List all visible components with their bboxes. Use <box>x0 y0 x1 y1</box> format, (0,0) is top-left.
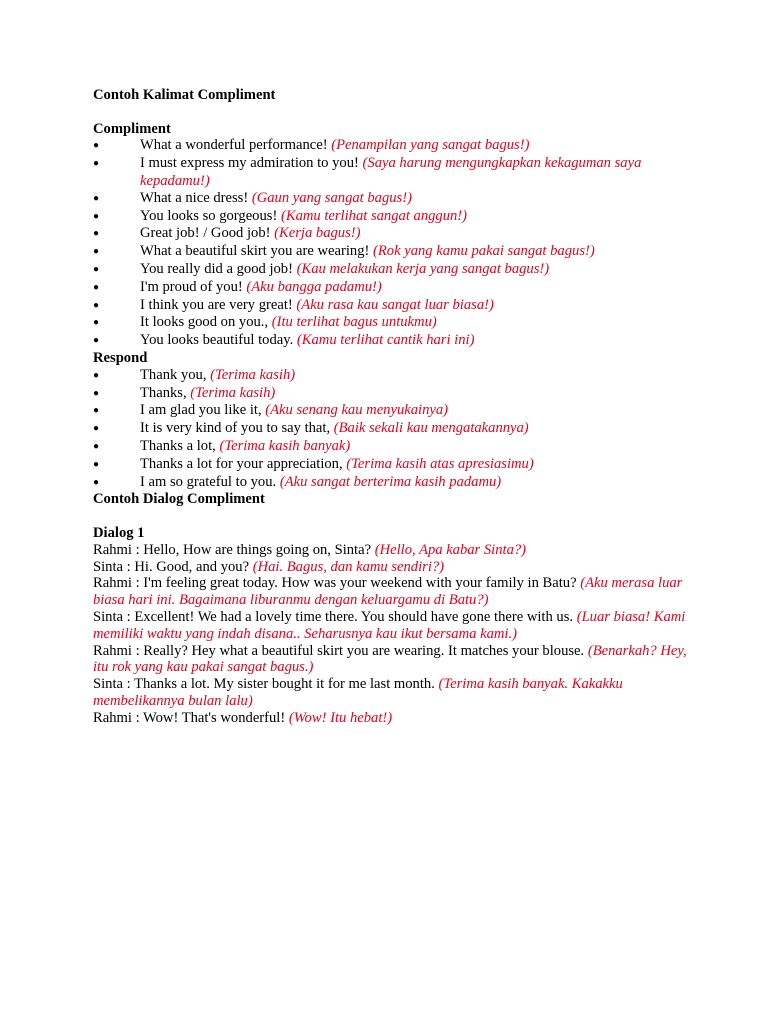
bullet-dot-icon: ● <box>93 210 100 222</box>
english-text: Thanks a lot, <box>140 437 220 454</box>
dialog-line <box>93 559 694 576</box>
bullet-dot-icon: ● <box>93 387 100 399</box>
english-text: Rahmi : Really? Hey what a beautiful skirt you are wearing. It matches your blouse. <box>93 642 588 659</box>
translation-text: (Aku bangga padamu!) <box>246 278 382 295</box>
english-text: I must express my admiration to you! <box>140 155 363 172</box>
list-item <box>93 456 694 474</box>
english-text: You looks beautiful today. <box>140 332 297 349</box>
english-text: You really did a good job! <box>140 260 297 277</box>
list-item <box>93 137 694 155</box>
list-item <box>93 208 694 226</box>
bullet-dot-icon: ● <box>93 335 100 347</box>
bullet-dot-icon: ● <box>93 423 100 435</box>
list-item <box>93 438 694 456</box>
translation-text: (Rok yang kamu pakai sangat bagus!) <box>373 243 595 260</box>
translation-text: (Terima kasih atas apresiasimu) <box>346 455 534 472</box>
compliment-list <box>93 137 694 350</box>
english-text: You looks so gorgeous! <box>140 207 281 224</box>
list-item <box>93 243 694 261</box>
english-text: I think you are very great! <box>140 296 297 313</box>
translation-text: (Kau melakukan kerja yang sangat bagus!) <box>296 260 550 277</box>
dialog-line <box>93 575 694 609</box>
list-item <box>93 474 694 492</box>
translation-text: (Terima kasih banyak. Kakakku membelikannya bulan lalu) <box>93 676 623 709</box>
english-text: Rahmi : Wow! That's wonderful! <box>93 709 289 726</box>
list-item <box>93 155 694 190</box>
english-text: I am so grateful to you. <box>140 473 280 490</box>
translation-text: (Kamu terlihat cantik hari ini) <box>296 332 475 349</box>
translation-text: (Hai. Bagus, dan kamu sendiri?) <box>252 558 445 575</box>
english-text: Sinta : Excellent! We had a lovely time there. You should have gone there with us. <box>93 608 577 625</box>
bullet-dot-icon: ● <box>93 299 100 311</box>
list-item <box>93 367 694 385</box>
english-text: Rahmi : I'm feeling great today. How was your weekend with your family in Batu? <box>93 575 581 592</box>
translation-text: (Aku merasa luar biasa hari ini. Bagaimana liburanmu dengan keluargamu di Batu?) <box>93 575 683 609</box>
dialog-title: Dialog 1 <box>93 524 145 541</box>
translation-text: (Kerja bagus!) <box>274 225 361 242</box>
translation-text: (Penampilan yang sangat bagus!) <box>331 137 530 154</box>
spacer <box>93 508 694 525</box>
translation-text: (Hello, Apa kabar Sinta?) <box>374 541 527 558</box>
list-item <box>93 261 694 279</box>
english-text: Thank you, <box>140 366 211 383</box>
english-text: Thanks a lot for your appreciation, <box>140 455 347 472</box>
english-text: Sinta : Thanks a lot. My sister bought it for me last month. <box>93 676 439 693</box>
english-text: What a beautiful skirt you are wearing! <box>140 243 374 260</box>
translation-text: (Aku senang kau menyukainya) <box>265 402 449 419</box>
bullet-dot-icon: ● <box>93 405 100 417</box>
translation-text: (Terima kasih banyak) <box>219 437 351 454</box>
translation-text: (Saya harung mengungkapkan kekaguman saya kepadamu!) <box>140 155 642 189</box>
list-item <box>93 279 694 297</box>
bullet-dot-icon: ● <box>93 317 100 329</box>
bullet-dot-icon: ● <box>93 263 100 275</box>
list-item <box>93 385 694 403</box>
english-text: Thanks, <box>140 384 191 401</box>
english-text: I am glad you like it, <box>140 402 266 419</box>
dialog-line <box>93 609 694 643</box>
respond-heading: Respond <box>93 349 148 366</box>
compliment-heading: Compliment <box>93 120 171 137</box>
bullet-dot-icon: ● <box>93 228 100 240</box>
list-item <box>93 332 694 350</box>
english-text: What a nice dress! <box>140 189 252 206</box>
translation-text: (Luar biasa! Kami memiliki waktu yang indah disana.. Seharusnya kau ikut bersama kami.) <box>93 608 686 642</box>
spacer <box>93 104 694 121</box>
translation-text: (Gaun yang sangat bagus!) <box>251 189 412 206</box>
dialog-section-heading: Contoh Dialog Compliment <box>93 491 265 508</box>
english-text: Sinta : Hi. Good, and you? <box>93 558 253 575</box>
translation-text: (Kamu terlihat sangat anggun!) <box>280 207 468 224</box>
translation-text: (Wow! Itu hebat!) <box>288 709 393 726</box>
bullet-dot-icon: ● <box>93 440 100 452</box>
english-text: It looks good on you., <box>140 314 272 331</box>
bullet-dot-icon: ● <box>93 246 100 258</box>
bullet-dot-icon: ● <box>93 158 100 170</box>
english-text: What a wonderful performance! <box>140 137 332 154</box>
list-item <box>93 420 694 438</box>
list-item <box>93 402 694 420</box>
translation-text: (Baik sekali kau mengatakannya) <box>333 420 529 437</box>
english-text: I'm proud of you! <box>140 278 247 295</box>
dialog-line <box>93 542 694 559</box>
translation-text: (Terima kasih) <box>190 384 276 401</box>
bullet-dot-icon: ● <box>93 458 100 470</box>
translation-text: (Aku rasa kau sangat luar biasa!) <box>296 296 494 313</box>
bullet-dot-icon: ● <box>93 476 100 488</box>
dialog-body <box>93 542 694 727</box>
dialog-line <box>93 710 694 727</box>
bullet-dot-icon: ● <box>93 192 100 204</box>
translation-text: (Benarkah? Hey, itu rok yang kau pakai sangat bagus.) <box>93 642 687 676</box>
bullet-dot-icon: ● <box>93 369 100 381</box>
dialog-line <box>93 643 694 677</box>
list-item <box>93 190 694 208</box>
bullet-dot-icon: ● <box>93 140 100 152</box>
translation-text: (Terima kasih) <box>210 366 296 383</box>
list-item <box>93 297 694 315</box>
translation-text: (Itu terlihat bagus untukmu) <box>271 314 437 331</box>
english-text: Rahmi : Hello, How are things going on, Sinta? <box>93 541 375 558</box>
translation-text: (Aku sangat berterima kasih padamu) <box>279 473 502 490</box>
list-item <box>93 225 694 243</box>
english-text: Great job! / Good job! <box>140 225 275 242</box>
document-title: Contoh Kalimat Compliment <box>93 87 276 103</box>
bullet-dot-icon: ● <box>93 281 100 293</box>
dialog-line <box>93 676 694 710</box>
english-text: It is very kind of you to say that, <box>140 420 334 437</box>
list-item <box>93 314 694 332</box>
respond-list <box>93 367 694 492</box>
